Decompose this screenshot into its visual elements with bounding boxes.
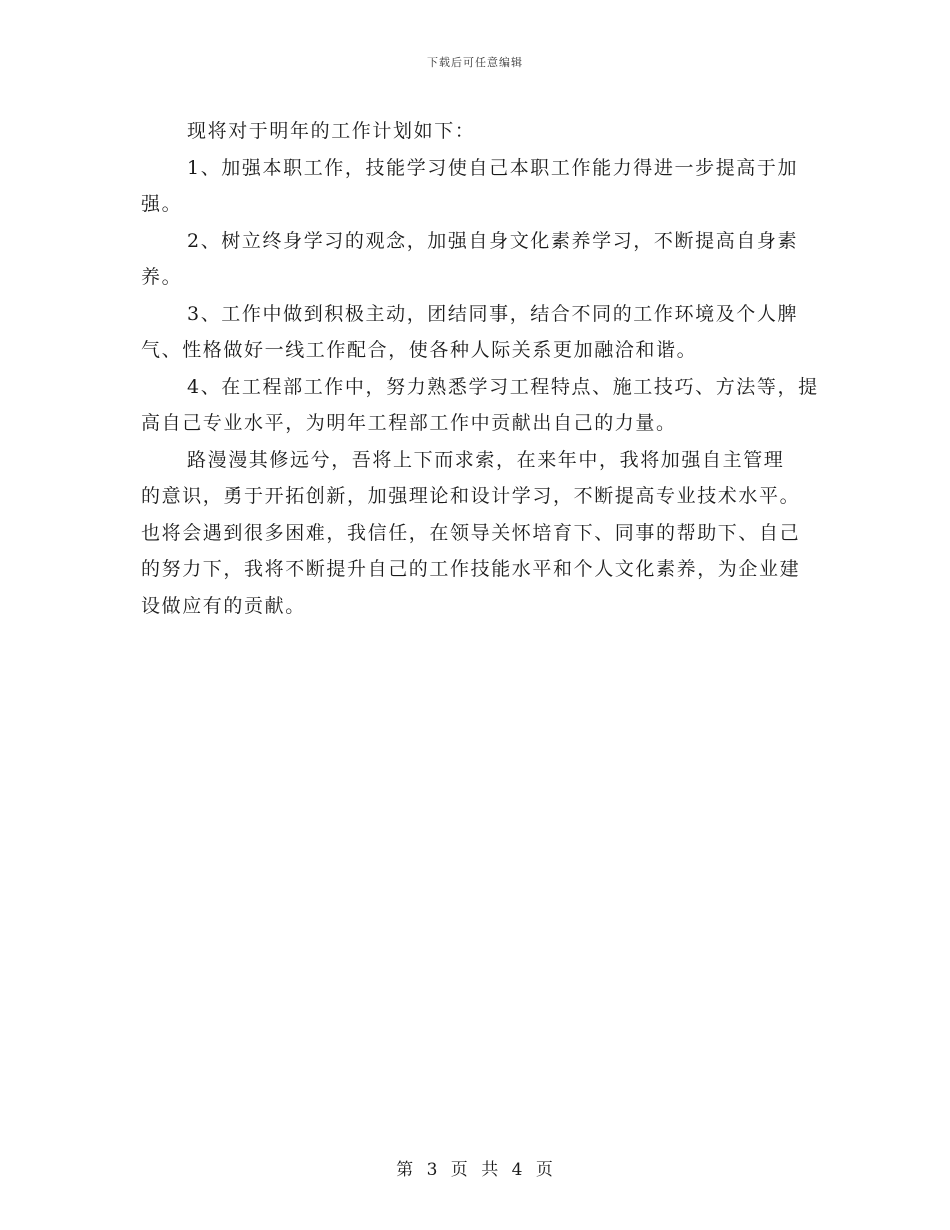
page-number-footer: 第 3 页 共 4 页 <box>396 1160 554 1180</box>
plan-item-1: 1、加强本职工作，技能学习使自己本职工作能力得进一步提高于加强。 <box>141 156 799 215</box>
document-body <box>141 113 831 624</box>
header-note: 下载后可任意编辑 <box>427 56 523 69</box>
closing-paragraph: 路漫漫其修远兮，吾将上下而求索，在来年中，我将加强自主管理的意识，勇于开拓创新，加强理论和设计学习，不断提高专业技术水平。也将会遇到很多困难，我信任，在领导关怀培育下、同事的帮助下、自己的努力下，我将不断提升自己的工作技能水平和个人文化素养，为企业建设做应有的贡献。 <box>141 448 801 617</box>
intro-paragraph: 现将对于明年的工作计划如下： <box>187 120 476 142</box>
plan-item-2: 2、树立终身学习的观念，加强自身文化素养学习，不断提高自身素养。 <box>141 229 799 288</box>
plan-item-3: 3、工作中做到积极主动，团结同事，结合不同的工作环境及个人脾气、性格做好一线工作配合，使各种人际关系更加融洽和谐。 <box>141 302 799 361</box>
plan-item-4: 4、在工程部工作中，努力熟悉学习工程特点、施工技巧、方法等，提高自己专业水平，为明年工程部工作中贡献出自己的力量。 <box>141 375 819 434</box>
